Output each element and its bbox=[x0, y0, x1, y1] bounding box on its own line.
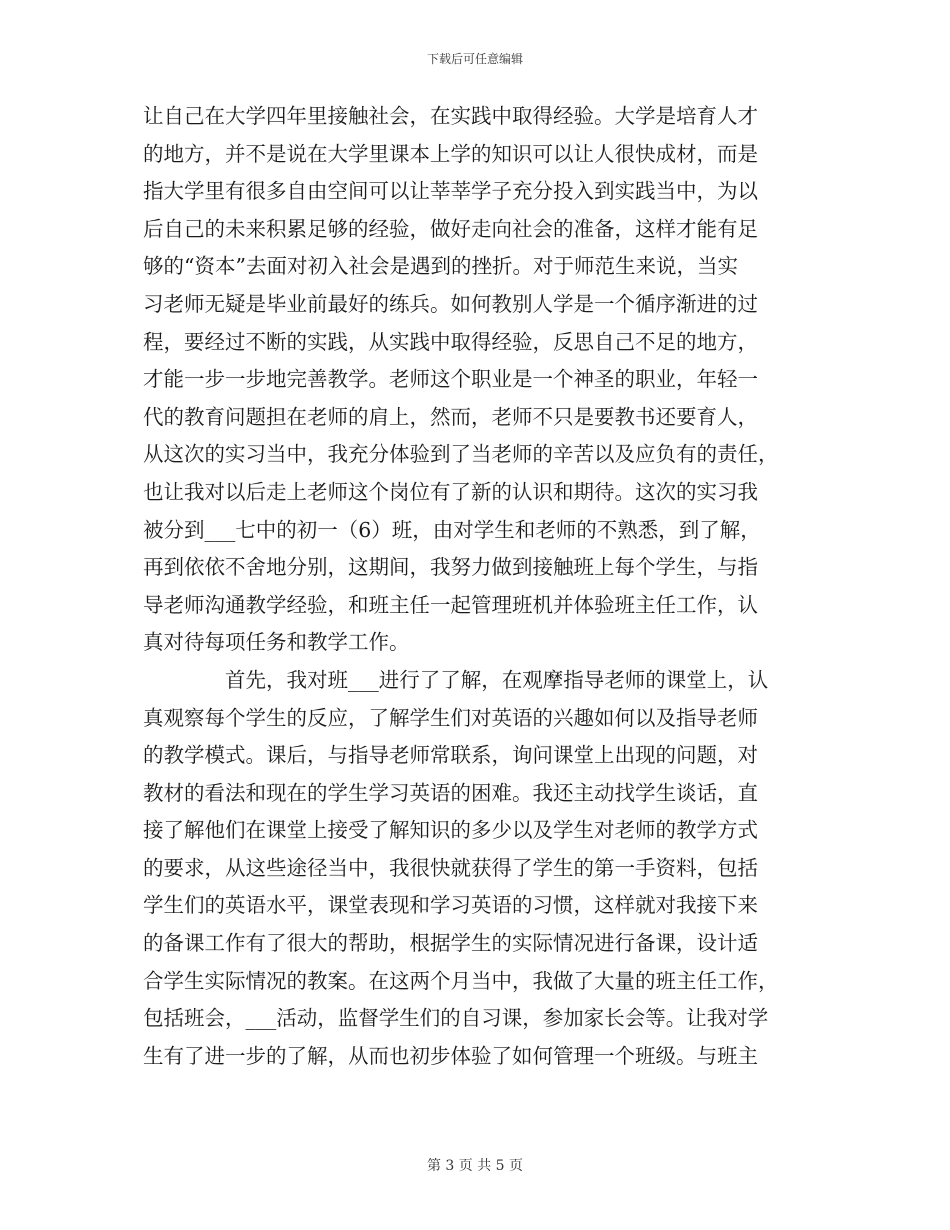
text-line: 真对待每项任务和教学工作。 bbox=[143, 630, 410, 655]
text-line: 后自己的未来积累足够的经验，做好走向社会的准备，这样才能有足 bbox=[143, 216, 758, 241]
text-line: 首先，我对班___进行了了解，在观摩指导老师的课堂上，认 bbox=[143, 667, 769, 692]
text-line: 指大学里有很多自由空间可以让莘莘学子充分投入到实践当中，为以 bbox=[143, 179, 758, 204]
text-line: 真观察每个学生的反应，了解学生们对英语的兴趣如何以及指导老师 bbox=[143, 705, 758, 730]
text-line: 包括班会，___活动，监督学生们的自习课，参加家长会等。让我对学 bbox=[143, 1006, 769, 1031]
text-line: 导老师沟通教学经验，和班主任一起管理班机并体验班主任工作，认 bbox=[143, 592, 758, 617]
text-line: 程，要经过不断的实践，从实践中取得经验，反思自己不足的地方， bbox=[143, 329, 758, 354]
text-line: 的地方，并不是说在大学里课本上学的知识可以让人很快成材，而是 bbox=[143, 141, 758, 166]
text-line: 才能一步一步地完善教学。老师这个职业是一个神圣的职业，年轻一 bbox=[143, 367, 758, 392]
text-line: 也让我对以后走上老师这个岗位有了新的认识和期待。这次的实习我 bbox=[143, 479, 758, 504]
text-line: 够的“资本”去面对初入社会是遇到的挫折。对于师范生来说，当实 bbox=[143, 254, 738, 279]
text-line: 习老师无疑是毕业前最好的练兵。如何教别人学是一个循序渐进的过 bbox=[143, 291, 758, 316]
text-line: 合学生实际情况的教案。在这两个月当中，我做了大量的班主任工作， bbox=[143, 968, 779, 993]
page-number-footer: 第 3 页 共 5 页 bbox=[426, 1158, 524, 1174]
text-line: 的备课工作有了很大的帮助，根据学生的实际情况进行备课，设计适 bbox=[143, 931, 758, 956]
text-line: 生有了进一步的了解，从而也初步体验了如何管理一个班级。与班主 bbox=[143, 1043, 758, 1068]
text-line: 让自己在大学四年里接触社会，在实践中取得经验。大学是培育人才 bbox=[143, 104, 758, 128]
page-header: 下载后可任意编辑 bbox=[426, 52, 523, 66]
text-line: 的教学模式。课后，与指导老师常联系，询问课堂上出现的问题，对 bbox=[143, 743, 758, 768]
text-line: 的要求，从这些途径当中，我很快就获得了学生的第一手资料，包括 bbox=[143, 855, 758, 880]
text-line: 再到依依不舍地分别，这期间，我努力做到接触班上每个学生，与指 bbox=[143, 555, 758, 580]
text-line: 被分到___七中的初一（6）班，由对学生和老师的不熟悉，到了解， bbox=[143, 517, 761, 542]
document-body bbox=[143, 98, 809, 1075]
text-line: 接了解他们在课堂上接受了解知识的多少以及学生对老师的教学方式 bbox=[143, 818, 758, 843]
text-line: 从这次的实习当中，我充分体验到了当老师的辛苦以及应负有的责任， bbox=[143, 442, 779, 467]
text-line: 学生们的英语水平，课堂表现和学习英语的习惯，这样就对我接下来 bbox=[143, 893, 758, 918]
text-line: 教材的看法和现在的学生学习英语的困难。我还主动找学生谈话，直 bbox=[143, 780, 758, 805]
text-line: 代的教育问题担在老师的肩上，然而，老师不只是要教书还要育人， bbox=[143, 404, 758, 429]
